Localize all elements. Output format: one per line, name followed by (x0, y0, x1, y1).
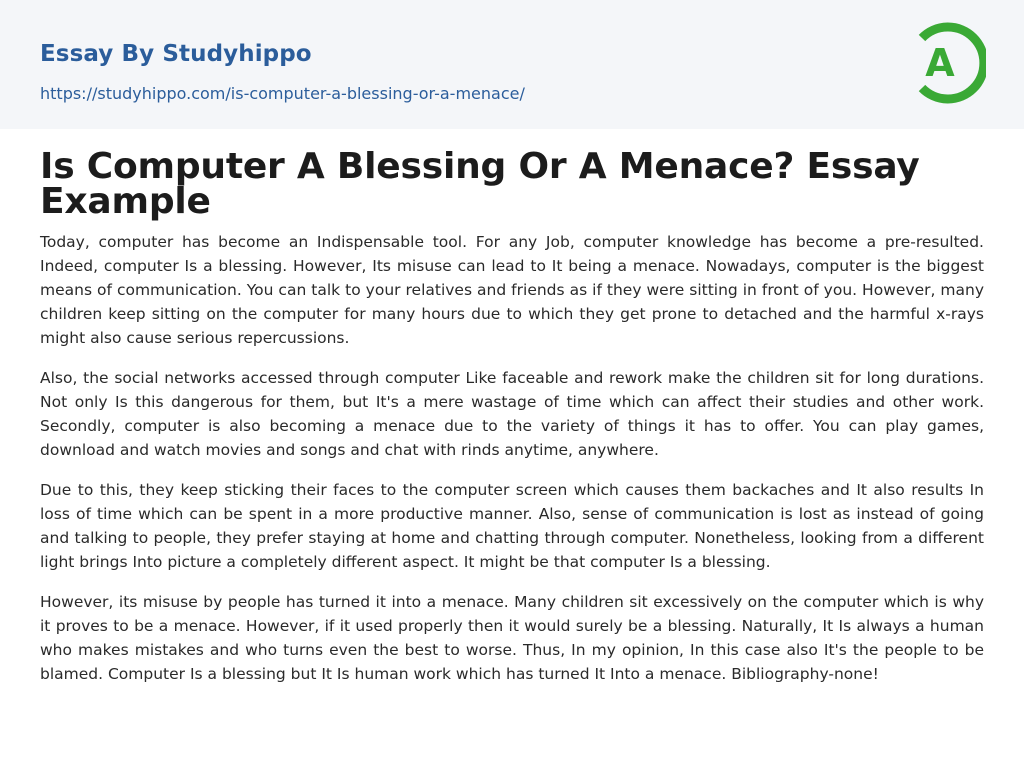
essay-paragraph: Also, the social networks accessed through computer Like faceable and rework make the children sit for long durations. Not only Is this dangerous for them, but It's a mere wastage of time which can affect their studies and other work. Secondly, computer is also becoming a menace due to the variety of things it has to offer. You can play games, download and watch movies and songs and chat with rinds anytime, anywhere. (40, 369, 984, 459)
essay-paragraph: However, its misuse by people has turned it into a menace. Many children sit excessively on the computer which is why it proves to be a menace. However, if it used properly then it would surely be a blessing. Naturally, It Is always a human who makes mistakes and who turns even the best to worse. Thus, In my opinion, In this case also It's the people to be blamed. Computer Is a blessing but It Is human work which has turned It Into a menace. Bibliography-none! (40, 593, 984, 683)
essay-paragraph: Due to this, they keep sticking their faces to the computer screen which causes them backaches and It also results In loss of time which can be spent in a more productive manner. Also, sense of communication is lost as instead of going and talking to people, they prefer staying at home and chatting through computer. Nonetheless, looking from a different light brings Into picture a completely different aspect. It might be that computer Is a blessing. (40, 481, 984, 571)
site-header (0, 0, 1024, 129)
essay-paragraph: Today, computer has become an Indispensable tool. For any Job, computer knowledge has become a pre-resulted. Indeed, computer Is a blessing. However, Its misuse can lead to It being a menace. Nowadays, computer is the biggest means of communication. You can talk to your relatives and friends as if they were sitting in front of you. However, many children keep sitting on the computer for many hours due to which they get prone to detached and the harmful x-rays might also cause serious repercussions. (40, 233, 984, 347)
source-url-link[interactable]: https://studyhippo.com/is-computer-a-blessing-or-a-menace/ (40, 84, 525, 103)
logo-letter: A (925, 41, 955, 85)
studyhippo-logo-icon[interactable] (914, 20, 986, 106)
brand-title[interactable]: Essay By Studyhippo (40, 41, 312, 67)
article (0, 129, 1024, 686)
page-title: Is Computer A Blessing Or A Menace? Essay Example (40, 146, 920, 222)
